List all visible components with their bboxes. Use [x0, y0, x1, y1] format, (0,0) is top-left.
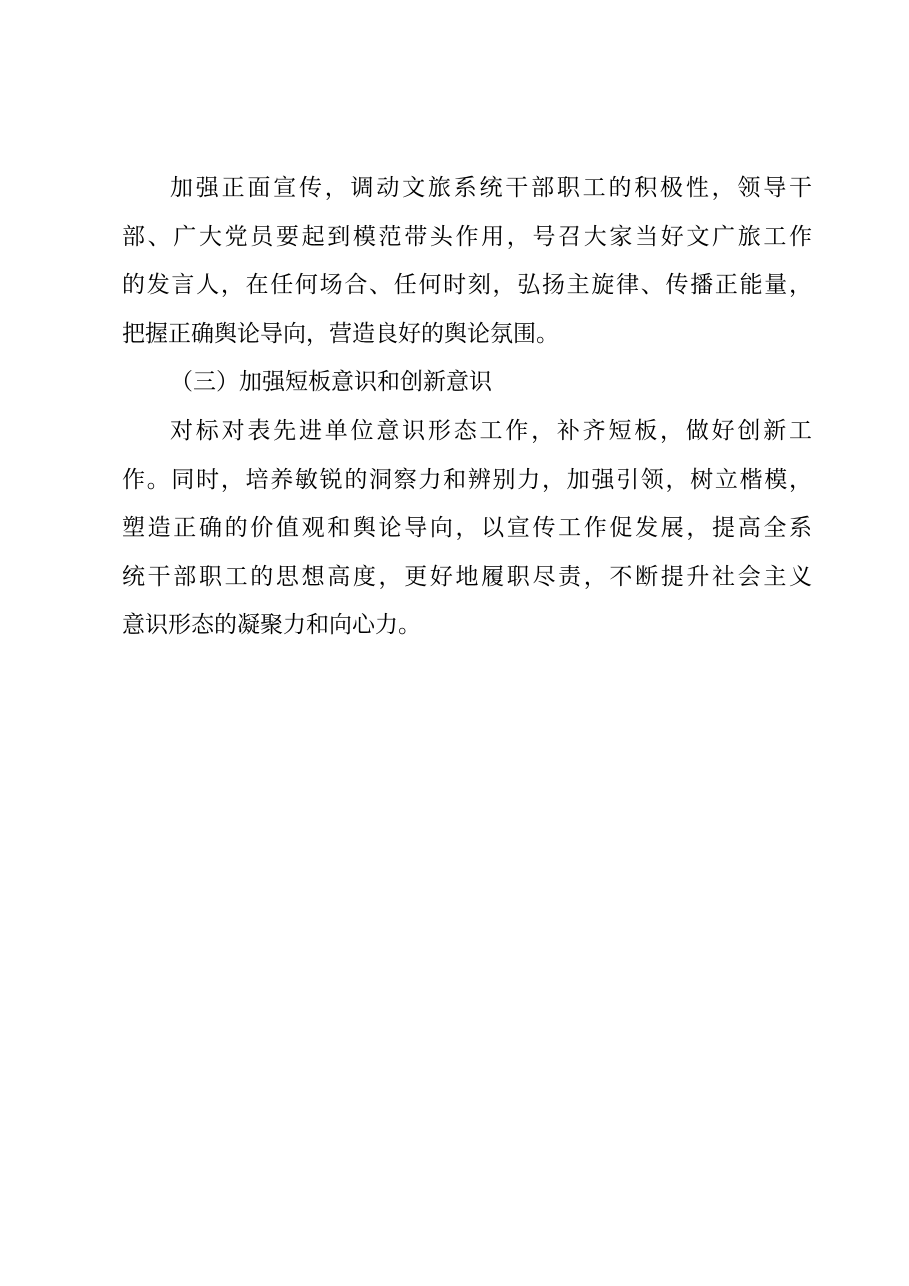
paragraph-line: 的发言人，在任何场合、任何时刻，弘扬主旋律、传播正能量，	[122, 272, 812, 299]
paragraph-line: 塑造正确的价值观和舆论导向，以宣传工作促发展，提高全系	[122, 515, 812, 542]
paragraph	[122, 164, 812, 358]
paragraph-line: 对标对表先进单位意识形态工作，补齐短板，做好创新工	[170, 417, 812, 444]
paragraph	[122, 407, 812, 650]
section-heading: （三）加强短板意识和创新意识	[170, 369, 492, 396]
paragraph-line: 把握正确舆论导向，营造良好的舆论氛围。	[122, 320, 559, 347]
paragraph-line: 作。同时，培养敏锐的洞察力和辨别力，加强引领，树立楷模，	[122, 466, 812, 493]
paragraph-line: 部、广大党员要起到模范带头作用，号召大家当好文广旅工作	[122, 223, 812, 250]
paragraph-line: 意识形态的凝聚力和向心力。	[122, 612, 421, 639]
paragraph-line: 加强正面宣传，调动文旅系统干部职工的积极性，领导干	[170, 175, 812, 201]
paragraph-line: 统干部职工的思想高度，更好地履职尽责，不断提升社会主义	[122, 563, 812, 590]
document-body	[122, 164, 812, 650]
